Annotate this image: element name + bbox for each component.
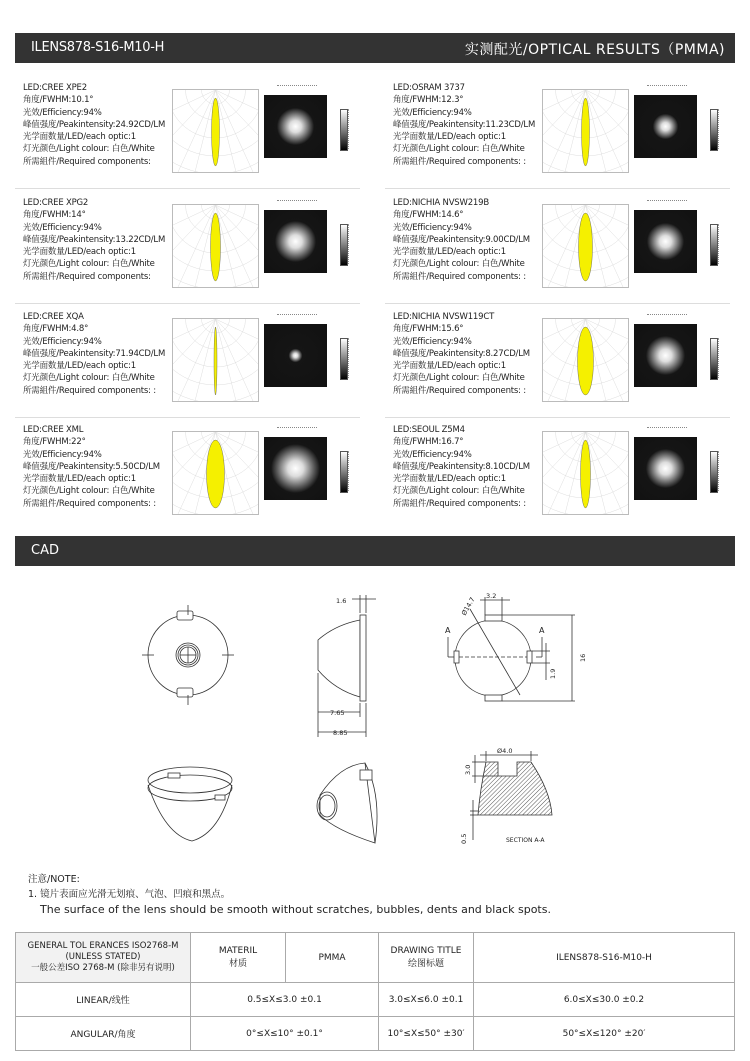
note-line-cn: 1. 镜片表面应光滑无划痕、气泡、凹痕和黑点。 xyxy=(28,889,231,900)
led-name: LED:OSRAM 3737 xyxy=(393,83,465,93)
divider xyxy=(385,303,730,304)
optical-result-card xyxy=(385,192,737,304)
led-per-optic: 光学面数量/LED/each optic:1 xyxy=(393,132,506,143)
illuminance-map xyxy=(264,324,327,387)
divider xyxy=(15,303,360,304)
dim-hole-depth: 3.0 xyxy=(464,764,472,775)
divider xyxy=(15,417,360,418)
isometric-view-top xyxy=(148,767,232,841)
led-name: LED:NICHIA NVSW219B xyxy=(393,198,489,208)
dim-hole-dia: Ø4.0 xyxy=(497,747,513,755)
color-scale-ticks xyxy=(348,109,355,149)
led-spec xyxy=(393,197,530,283)
led-per-optic: 光学面数量/LED/each optic:1 xyxy=(393,247,506,258)
led-spec xyxy=(23,82,165,168)
led-name: LED:CREE XPE2 xyxy=(23,83,87,93)
efficiency: 光效/Efficiency:94% xyxy=(23,222,102,233)
optical-result-card xyxy=(385,306,737,418)
angular-range-3: 50°≤X≤120° ±20′ xyxy=(474,1017,735,1051)
illuminance-map xyxy=(634,210,697,273)
polar-distribution-plot xyxy=(172,204,259,288)
color-scale-bar xyxy=(710,451,718,493)
material-label-cell xyxy=(191,933,286,983)
divider xyxy=(385,417,730,418)
illuminance-map xyxy=(264,437,327,500)
optical-result-card xyxy=(15,192,367,304)
fwhm: 角度/FWHM:12.3° xyxy=(393,95,464,106)
intensity-map-title xyxy=(277,200,317,204)
illuminance-map xyxy=(264,210,327,273)
color-scale-ticks xyxy=(348,224,355,264)
efficiency: 光效/Efficiency:94% xyxy=(393,107,472,118)
polar-distribution-plot xyxy=(542,89,629,173)
angular-range-1: 0°≤X≤10° ±0.1° xyxy=(191,1017,379,1051)
required-components: 所需組件/Required components: : xyxy=(23,385,156,396)
material-value: PMMA xyxy=(286,933,379,983)
efficiency: 光效/Efficiency:94% xyxy=(393,336,472,347)
color-scale-ticks xyxy=(348,451,355,491)
note-block xyxy=(28,872,551,917)
isometric-view-side xyxy=(317,763,377,843)
color-scale-ticks xyxy=(718,109,725,149)
drawing-title-value: ILENS878-S16-M10-H xyxy=(474,933,735,983)
led-name: LED:CREE XQA xyxy=(23,312,84,322)
led-name: LED:SEOUL Z5M4 xyxy=(393,425,465,435)
color-scale-bar xyxy=(710,109,718,151)
illuminance-map xyxy=(264,95,327,158)
optical-result-card xyxy=(15,77,367,189)
required-components: 所需組件/Required components: xyxy=(23,271,151,282)
led-per-optic: 光学面数量/LED/each optic:1 xyxy=(393,361,506,372)
color-scale-ticks xyxy=(718,224,725,264)
led-spec xyxy=(393,82,535,168)
linear-label: LINEAR/线性 xyxy=(16,983,191,1017)
intensity-map-title xyxy=(647,85,687,89)
color-scale-bar xyxy=(340,451,348,493)
general-tolerance-en: GENERAL TOL ERANCES ISO2768-M xyxy=(27,941,179,951)
dim-tab-width: 3.2 xyxy=(486,592,497,600)
illuminance-map xyxy=(634,437,697,500)
fwhm: 角度/FWHM:15.6° xyxy=(393,324,464,335)
fwhm: 角度/FWHM:14° xyxy=(23,210,86,221)
optical-result-card xyxy=(385,77,737,189)
linear-range-3: 6.0≤X≤30.0 ±0.2 xyxy=(474,983,735,1017)
cad-drawings xyxy=(120,585,640,855)
angular-label: ANGULAR/角度 xyxy=(16,1017,191,1051)
light-colour: 灯光颜色/Light colour: 白色/White xyxy=(23,259,155,270)
efficiency: 光效/Efficiency:94% xyxy=(23,336,102,347)
fwhm: 角度/FWHM:14.6° xyxy=(393,210,464,221)
peak-intensity: 峰值强度/Peakintensity:8.27CD/LM xyxy=(393,348,530,359)
color-scale-ticks xyxy=(348,338,355,378)
illuminance-map xyxy=(634,324,697,387)
led-per-optic: 光学面数量/LED/each optic:1 xyxy=(23,247,136,258)
header-bar xyxy=(15,33,735,63)
peak-intensity: 峰值强度/Peakintensity:24.92CD/LM xyxy=(23,119,166,130)
intensity-map-title xyxy=(647,427,687,431)
light-colour: 灯光颜色/Light colour: 白色/White xyxy=(23,373,155,384)
peak-intensity: 峰值强度/Peakintensity:71.94CD/LM xyxy=(23,348,166,359)
section-caption: SECTION A-A xyxy=(506,837,545,844)
required-components: 所需組件/Required components: : xyxy=(393,385,526,396)
required-components: 所需組件/Required components: : xyxy=(393,498,526,509)
color-scale-bar xyxy=(710,224,718,266)
led-per-optic: 光学面数量/LED/each optic:1 xyxy=(23,132,136,143)
linear-range-2: 3.0≤X≤6.0 ±0.1 xyxy=(379,983,474,1017)
dim-total-len: 8.85 xyxy=(333,729,348,737)
required-components: 所需組件/Required components: : xyxy=(393,156,526,167)
required-components: 所需組件/Required components: : xyxy=(23,498,156,509)
optical-result-card xyxy=(385,419,737,531)
general-tolerance-cell xyxy=(16,933,191,983)
efficiency: 光效/Efficiency:94% xyxy=(23,449,102,460)
note-title: 注意/NOTE: xyxy=(28,874,80,885)
peak-intensity: 峰值强度/Peakintensity:9.00CD/LM xyxy=(393,234,530,245)
light-colour: 灯光颜色/Light colour: 白色/White xyxy=(393,373,525,384)
led-name: LED:CREE XPG2 xyxy=(23,198,89,208)
fwhm: 角度/FWHM:22° xyxy=(23,437,86,448)
optical-result-card xyxy=(15,419,367,531)
color-scale-ticks xyxy=(718,338,725,378)
note-line-en: The surface of the lens should be smooth without scratches, bubbles, dents and black spots. xyxy=(40,903,551,916)
led-per-optic: 光学面数量/LED/each optic:1 xyxy=(393,474,506,485)
optical-result-card xyxy=(15,306,367,418)
dim-diameter: Ø14.7 xyxy=(459,595,477,617)
general-tolerance-unless: (UNLESS STATED) xyxy=(65,952,141,962)
drawing-title-cn: 绘图标题 xyxy=(407,959,444,969)
intensity-map-title xyxy=(277,314,317,318)
section-a-a-drawing xyxy=(470,751,552,840)
material-label-cn: 材质 xyxy=(228,959,247,969)
led-name: LED:CREE XML xyxy=(23,425,84,435)
peak-intensity: 峰值强度/Peakintensity:13.22CD/LM xyxy=(23,234,166,245)
dim-base: 0.5 xyxy=(460,833,468,844)
color-scale-bar xyxy=(340,224,348,266)
polar-distribution-plot xyxy=(542,204,629,288)
model-title: ILENS878-S16-M10-H xyxy=(31,40,165,55)
color-scale-ticks xyxy=(718,451,725,491)
linear-range-1: 0.5≤X≤3.0 ±0.1 xyxy=(191,983,379,1017)
side-view-drawing xyxy=(318,595,376,737)
section-marker-right: A xyxy=(539,626,545,635)
color-scale-bar xyxy=(340,109,348,151)
efficiency: 光效/Efficiency:94% xyxy=(393,222,472,233)
led-spec xyxy=(393,311,530,397)
polar-distribution-plot xyxy=(172,431,259,515)
intensity-map-title xyxy=(277,427,317,431)
dim-offset: 1.9 xyxy=(549,668,557,679)
dim-flange: 1.6 xyxy=(336,597,347,605)
fwhm: 角度/FWHM:4.8° xyxy=(23,324,89,335)
divider xyxy=(385,188,730,189)
illuminance-map xyxy=(634,95,697,158)
led-name: LED:NICHIA NVSW119CT xyxy=(393,312,495,322)
required-components: 所需組件/Required components: xyxy=(23,156,151,167)
led-spec xyxy=(23,424,160,510)
divider xyxy=(15,188,360,189)
intensity-map-title xyxy=(647,200,687,204)
intensity-map-title xyxy=(277,85,317,89)
polar-distribution-plot xyxy=(172,318,259,402)
efficiency: 光效/Efficiency:94% xyxy=(393,449,472,460)
general-tolerance-cn: 一般公差ISO 2768-M (除非另有说明) xyxy=(31,963,175,973)
intensity-map-title xyxy=(647,314,687,318)
peak-intensity: 峰值强度/Peakintensity:11.23CD/LM xyxy=(393,119,536,130)
dim-height: 16 xyxy=(579,653,587,662)
color-scale-bar xyxy=(710,338,718,380)
fwhm: 角度/FWHM:16.7° xyxy=(393,437,464,448)
section-title: 实测配光/OPTICAL RESULTS（PMMA) xyxy=(464,42,725,58)
cad-bar xyxy=(15,536,735,566)
dim-body-len: 7.65 xyxy=(330,709,345,717)
light-colour: 灯光颜色/Light colour: 白色/White xyxy=(23,486,155,497)
required-components: 所需組件/Required components: : xyxy=(393,271,526,282)
polar-distribution-plot xyxy=(542,318,629,402)
fwhm: 角度/FWHM:10.1° xyxy=(23,95,94,106)
color-scale-bar xyxy=(340,338,348,380)
light-colour: 灯光颜色/Light colour: 白色/White xyxy=(393,259,525,270)
polar-distribution-plot xyxy=(172,89,259,173)
drawing-title-en: DRAWING TITLE xyxy=(390,946,462,956)
light-colour: 灯光颜色/Light colour: 白色/White xyxy=(393,486,525,497)
material-label-en: MATERIL xyxy=(218,946,258,956)
tolerance-table xyxy=(15,932,735,1051)
light-colour: 灯光颜色/Light colour: 白色/White xyxy=(23,144,155,155)
light-colour: 灯光颜色/Light colour: 白色/White xyxy=(393,144,525,155)
polar-distribution-plot xyxy=(542,431,629,515)
front-view-drawing xyxy=(142,605,234,705)
led-per-optic: 光学面数量/LED/each optic:1 xyxy=(23,361,136,372)
section-marker-left: A xyxy=(445,626,451,635)
led-spec xyxy=(393,424,530,510)
peak-intensity: 峰值强度/Peakintensity:5.50CD/LM xyxy=(23,461,160,472)
cad-title: CAD xyxy=(31,543,59,558)
peak-intensity: 峰值强度/Peakintensity:8.10CD/LM xyxy=(393,461,530,472)
led-per-optic: 光学面数量/LED/each optic:1 xyxy=(23,474,136,485)
led-spec xyxy=(23,311,165,397)
efficiency: 光效/Efficiency:94% xyxy=(23,107,102,118)
led-spec xyxy=(23,197,165,283)
angular-range-2: 10°≤X≤50° ±30′ xyxy=(379,1017,474,1051)
drawing-title-label-cell xyxy=(379,933,474,983)
